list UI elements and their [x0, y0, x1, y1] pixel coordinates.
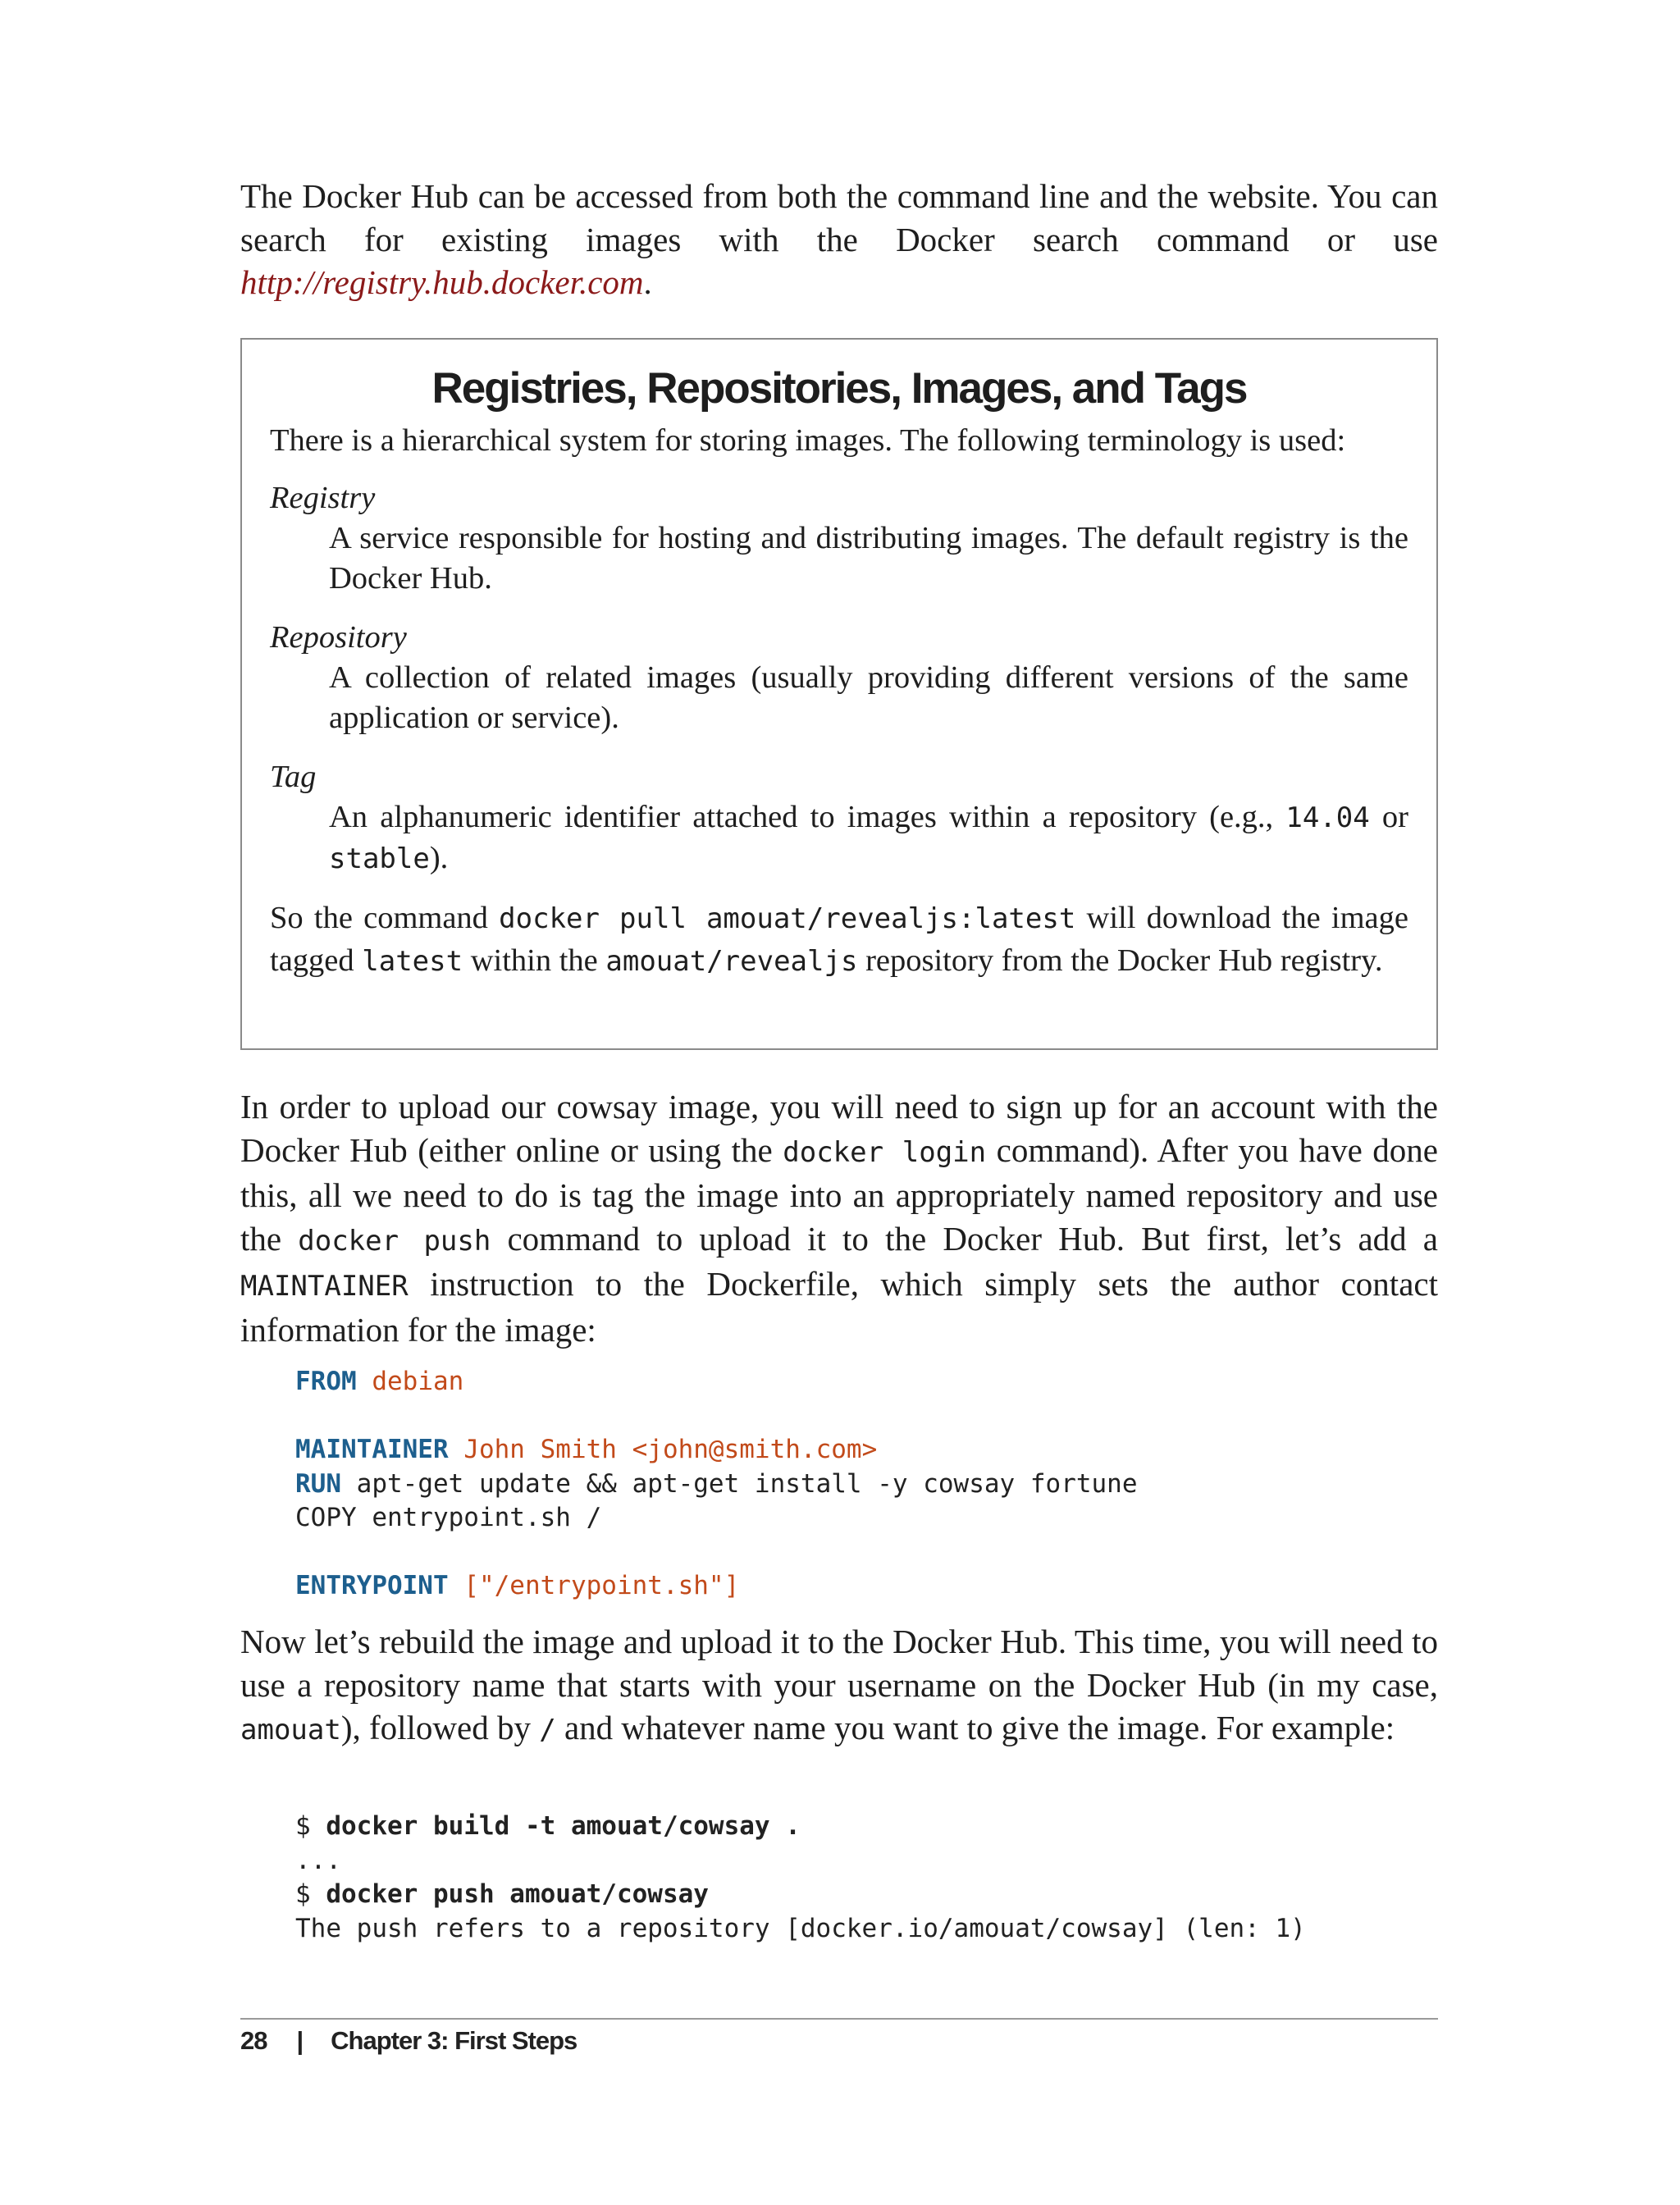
- page-footer: [240, 2026, 577, 2056]
- inline-code: latest: [362, 945, 463, 978]
- inline-code: 14.04: [1285, 801, 1370, 834]
- code-line: The push refers to a repository [docker.io/amouat/cowsay] (len: 1): [295, 1913, 1306, 1943]
- sidebar-title: Registries, Repositories, Images, and Tags: [431, 364, 1247, 413]
- code-line: RUN apt-get update && apt-get install -y cowsay fortune: [295, 1468, 1138, 1499]
- definition-registry: A service responsible for hosting and distributing images. The default registry is the Docker Hub.: [329, 521, 1408, 596]
- term-registry: Registry: [270, 481, 376, 515]
- inline-code: stable: [329, 842, 430, 875]
- code-line: MAINTAINER John Smith <john@smith.com>: [295, 1435, 878, 1464]
- term-tag: Tag: [270, 760, 317, 794]
- code-blank-line: [295, 1399, 1138, 1434]
- footer-separator: |: [296, 2026, 304, 2055]
- code-line: FROM debian: [295, 1367, 464, 1396]
- code-blank-line: [295, 1536, 1138, 1570]
- page-number: 28: [240, 2026, 267, 2055]
- definition-tag: An alphanumeric identifier attached to images within a repository (e.g., 14.04 or stable).: [329, 800, 1408, 875]
- code-line: ENTRYPOINT ["/entrypoint.sh"]: [295, 1571, 740, 1600]
- terminology-sidebar: [240, 338, 1438, 1050]
- rebuild-paragraph: Now let’s rebuild the image and upload it to the Docker Hub. This time, you will need to use a repository name that starts with your username on the Docker Hub (in my case, amouat), followed by / and whatever name you want to give the image. For example:: [240, 1623, 1438, 1746]
- inline-code: docker pull amouat/revealjs:latest: [499, 902, 1076, 935]
- sidebar-intro: There is a hierarchical system for storing images. The following terminology is used:: [270, 423, 1346, 458]
- term-repository: Repository: [270, 620, 407, 655]
- chapter-title: Chapter 3: First Steps: [331, 2026, 578, 2055]
- inline-code: docker push: [298, 1224, 491, 1258]
- footer-divider: [240, 2018, 1438, 2020]
- code-line: ...: [295, 1845, 341, 1875]
- inline-code: /: [539, 1714, 556, 1746]
- shell-code-block: [295, 1810, 1306, 1946]
- inline-code: amouat: [240, 1714, 341, 1746]
- inline-code: amouat/revealjs: [605, 945, 858, 978]
- inline-code: MAINTAINER: [240, 1270, 409, 1303]
- code-line: COPY entrypoint.sh /: [295, 1503, 602, 1532]
- dockerfile-code-block: [295, 1365, 1138, 1604]
- definition-repository: A collection of related images (usually providing different versions of the same application or service).: [329, 660, 1408, 735]
- upload-paragraph: In order to upload our cowsay image, you will need to sign up for an account with the Docker Hub (either online or using the docker login command). After you have done this, all we need to do is tag the image into an appropriately named repository and use the docker push command to upload it to the Docker Hub. But first, let’s add a MAINTAINER instruction to the Dockerfile, which simply sets the author contact information for the image:: [240, 1088, 1439, 1349]
- intro-paragraph: The Docker Hub can be accessed from both the command line and the website. You can search for existing images with the Docker search command or use http://registry.hub.docker.com.: [240, 177, 1438, 301]
- inline-code: docker login: [783, 1135, 987, 1169]
- sidebar-closing: So the command docker pull amouat/revealjs:latest will download the image tagged latest within the amouat/revealjs repository from the Docker Hub registry.: [270, 901, 1408, 978]
- registry-link[interactable]: http://registry.hub.docker.com: [240, 263, 644, 301]
- code-line: $ docker build -t amouat/cowsay .: [295, 1811, 801, 1841]
- code-line: $ docker push amouat/cowsay: [295, 1879, 709, 1909]
